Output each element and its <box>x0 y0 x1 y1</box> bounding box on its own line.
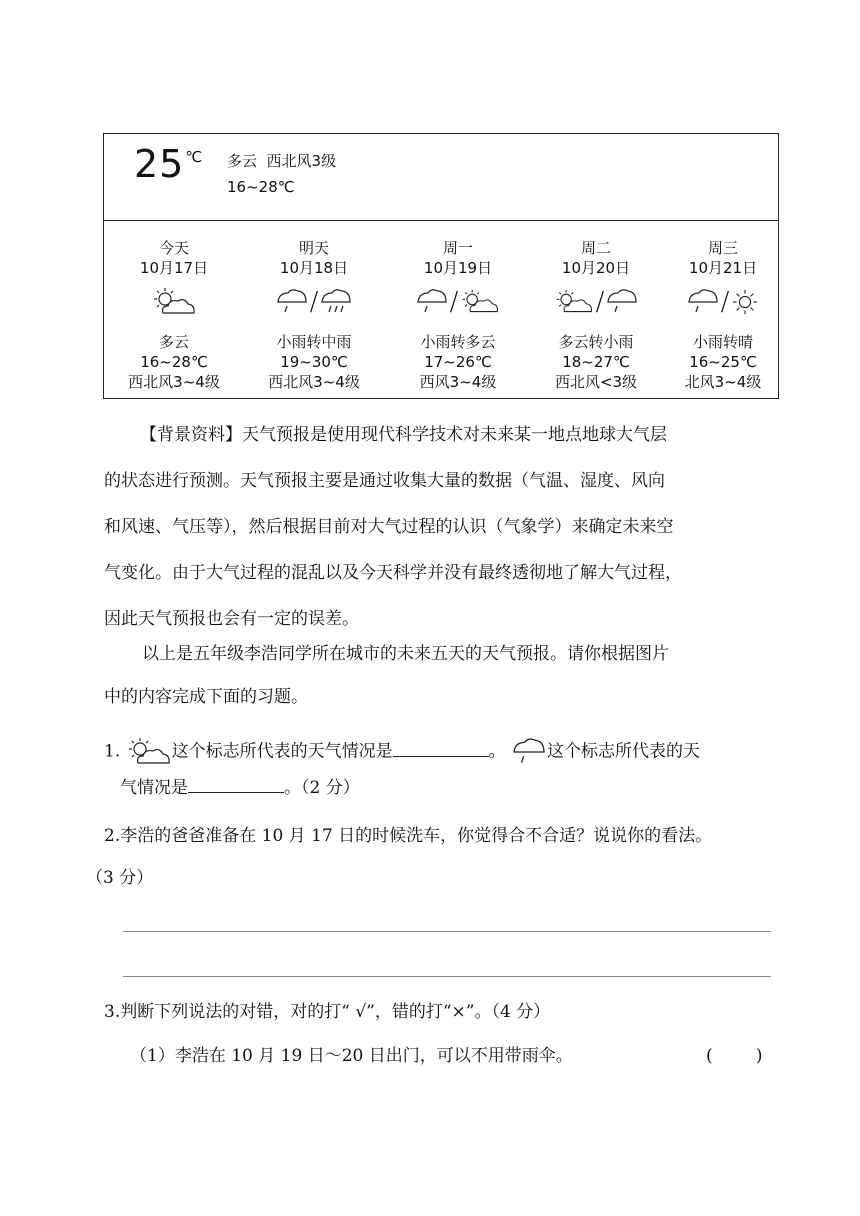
forecast-day <box>254 238 374 392</box>
day-date: 10月21日 <box>688 259 758 277</box>
question-text: 气情况是 <box>120 778 188 798</box>
day-temperature: 16~25℃ <box>689 353 757 371</box>
moderate-rain-icon <box>320 287 352 317</box>
day-wind: 西北风<3级 <box>554 373 638 391</box>
day-label: 周二 <box>580 239 611 257</box>
day-condition: 小雨转多云 <box>420 333 496 351</box>
temperature-unit: ℃ <box>185 148 204 166</box>
day-label: 周三 <box>707 239 738 257</box>
question-3-item-1: （1）李浩在 10 月 19 日～20 日出门，可以不用带雨伞。 <box>130 1046 573 1066</box>
background-paragraph <box>104 412 784 642</box>
day-condition: 小雨转晴 <box>692 333 753 351</box>
day-condition: 多云转小雨 <box>558 333 634 351</box>
answer-blank[interactable] <box>188 776 284 793</box>
light-rain-icon <box>511 736 547 768</box>
paragraph-line: 气变化。由于大气过程的混乱以及今天科学并没有最终透彻地了解大气过程， <box>104 563 682 583</box>
question-1-continued <box>120 776 360 800</box>
paragraph-line: 【背景资料】天气预报是使用现代科学技术对未来某一地点地球大气层 <box>140 425 667 445</box>
paragraph-line: 的状态进行预测。天气预报主要是通过收集大量的数据（气温、湿度、风向 <box>104 471 665 491</box>
day-temperature: 19~30℃ <box>280 353 348 371</box>
day-label: 明天 <box>298 239 329 257</box>
question-2: 2.李浩的爸爸准备在 10 月 17 日的时候洗车，你觉得合不合适？说说你的看法。 <box>104 826 713 846</box>
sunny-icon <box>731 288 759 316</box>
current-description: 多云 西北风3级 <box>227 152 337 170</box>
light-rain-icon <box>687 287 719 317</box>
slash-separator: / <box>595 287 605 317</box>
day-wind: 西北风3~4级 <box>128 373 220 391</box>
light-rain-icon <box>606 287 638 317</box>
question-score: 。（2 分） <box>284 778 360 798</box>
day-temperature: 16~28℃ <box>140 353 208 371</box>
answer-line[interactable] <box>123 976 771 977</box>
light-rain-icon <box>416 287 448 317</box>
intro-line-1: 以上是五年级李浩同学所在城市的未来五天的天气预报。请你根据图片 <box>142 644 669 664</box>
intro-line-2: 中的内容完成下面的习题。 <box>104 687 308 707</box>
day-date: 10月20日 <box>561 259 631 277</box>
partly-cloudy-icon <box>126 737 172 767</box>
day-wind: 北风3~4级 <box>684 373 762 391</box>
light-rain-icon <box>276 287 308 317</box>
forecast-day <box>398 238 518 392</box>
question-1 <box>104 736 700 768</box>
slash-separator: / <box>309 287 319 317</box>
day-wind: 西北风3~4级 <box>268 373 360 391</box>
partly-cloudy-icon <box>151 287 197 317</box>
question-3: 3.判断下列说法的对错，对的打“ √”，错的打“×”。（4 分） <box>104 1002 551 1022</box>
day-date: 10月19日 <box>423 259 493 277</box>
day-wind: 西风3~4级 <box>419 373 497 391</box>
current-weather <box>104 134 778 221</box>
forecast-day <box>114 238 234 392</box>
weather-forecast-panel <box>103 133 779 399</box>
day-temperature: 18~27℃ <box>562 353 630 371</box>
current-temperature-range: 16~28℃ <box>227 178 295 196</box>
slash-separator: / <box>720 287 730 317</box>
question-number: 1. <box>104 741 121 762</box>
current-temperature <box>134 142 203 186</box>
day-label: 周一 <box>442 239 473 257</box>
day-condition: 多云 <box>158 333 189 351</box>
day-condition: 小雨转中雨 <box>276 333 352 351</box>
answer-line[interactable] <box>123 931 771 932</box>
separator: 。 <box>488 741 506 762</box>
day-date: 10月18日 <box>279 259 349 277</box>
question-text: 这个标志所代表的天 <box>547 741 701 762</box>
partly-cloudy-icon <box>554 288 594 316</box>
slash-separator: / <box>449 287 459 317</box>
day-date: 10月17日 <box>139 259 209 277</box>
forecast-day <box>536 238 656 392</box>
answer-parentheses[interactable]: ( ) <box>706 1046 763 1066</box>
day-temperature: 17~26℃ <box>424 353 492 371</box>
forecast-day <box>668 238 778 392</box>
current-temperature-value: 25 <box>134 142 185 186</box>
question-2-score: （3 分） <box>86 868 154 888</box>
answer-blank[interactable] <box>393 740 489 757</box>
question-text: 这个标志所代表的天气情况是 <box>171 741 393 762</box>
paragraph-line: 和风速、气压等），然后根据目前对大气过程的认识（气象学）来确定未来空 <box>104 517 674 537</box>
partly-cloudy-icon <box>460 288 500 316</box>
paragraph-line: 因此天气预报也会有一定的误差。 <box>104 609 359 629</box>
day-label: 今天 <box>158 239 189 257</box>
